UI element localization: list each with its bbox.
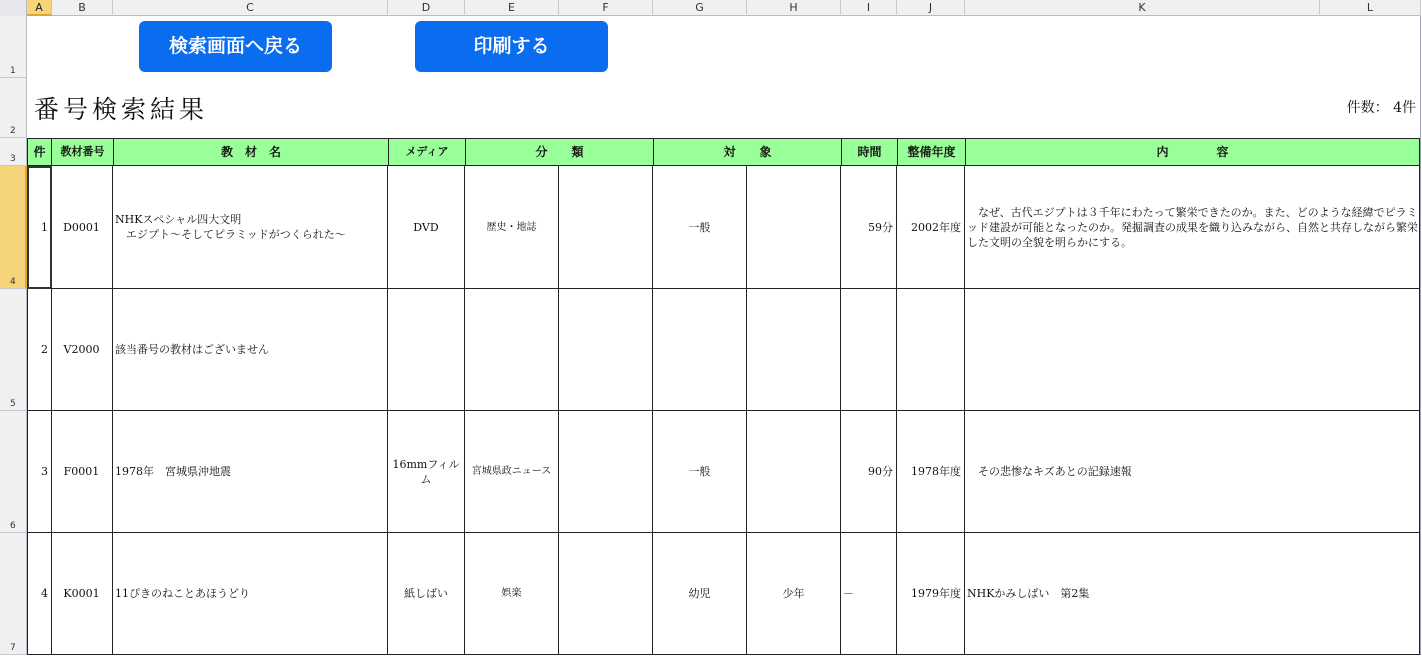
cell-text: なぜ、古代エジプトは３千年にわたって繁栄できたのか。また、どのような経緯でピラミッド建設が可能となったのか。発掘調査の成果を織り込みながら、自然と共存しながら繁栄した文明の全貌を明らかにする。	[967, 205, 1418, 249]
row-number: 4	[10, 277, 16, 287]
cell-content[interactable]	[965, 533, 1420, 655]
cell-material-no[interactable]	[51, 166, 113, 289]
cell-cat2[interactable]	[559, 166, 653, 289]
back-to-search-button[interactable]: 検索画面へ戻る	[139, 21, 332, 72]
row-header-6[interactable]	[0, 411, 27, 533]
cell-text: 1978年 宮城県沖地震	[115, 465, 231, 478]
cell-material-no[interactable]	[51, 411, 113, 533]
header-target: 対 象	[653, 138, 842, 166]
header-no: 件	[27, 138, 52, 166]
cell-content[interactable]	[965, 411, 1420, 533]
row-number: 5	[10, 399, 16, 409]
cell-text: 該当番号の教材はございません	[115, 343, 269, 356]
cell-material-no[interactable]	[51, 289, 113, 411]
cell-text: V2000	[63, 343, 100, 356]
cell-time[interactable]	[841, 289, 897, 411]
row-header-5[interactable]	[0, 289, 27, 411]
cell-cat2[interactable]	[559, 533, 653, 655]
column-header-c[interactable]: C	[113, 0, 388, 16]
cell-cat1[interactable]	[465, 289, 559, 411]
cell-time[interactable]	[841, 411, 897, 533]
column-header-b[interactable]: B	[52, 0, 113, 16]
cell-time[interactable]	[841, 533, 897, 655]
row-number: 1	[10, 66, 16, 76]
cell-no[interactable]	[27, 411, 52, 533]
column-header-f[interactable]: F	[559, 0, 653, 16]
cell-text: 90分	[868, 465, 893, 478]
cell-no[interactable]	[27, 166, 52, 289]
cell-content[interactable]	[965, 289, 1420, 411]
cell-cat1[interactable]	[465, 411, 559, 533]
row-header-4[interactable]	[0, 166, 27, 289]
header-year: 整備年度	[897, 138, 966, 166]
print-button[interactable]: 印刷する	[415, 21, 608, 72]
cell-media[interactable]	[388, 533, 465, 655]
cell-year[interactable]	[897, 533, 965, 655]
column-header-e[interactable]: E	[465, 0, 559, 16]
cell-text: NHKかみしばい 第2集	[967, 587, 1090, 600]
cell-text: 紙しばい	[404, 587, 448, 600]
cell-text: 16mmフィルム	[392, 457, 460, 486]
column-header-d[interactable]: D	[388, 0, 465, 16]
column-header-l[interactable]: L	[1320, 0, 1421, 16]
header-content: 内 容	[965, 138, 1420, 166]
page-title: 番号検索結果	[34, 95, 209, 124]
cell-cat1[interactable]	[465, 166, 559, 289]
cell-text: 幼児	[688, 587, 711, 600]
cell-target2[interactable]	[747, 533, 841, 655]
cell-text: DVD	[413, 220, 439, 234]
cell-target1[interactable]	[653, 411, 747, 533]
cell-cat1[interactable]	[465, 533, 559, 655]
cell-text: D0001	[63, 220, 100, 234]
row-number: 6	[10, 521, 16, 531]
cell-media[interactable]	[388, 166, 465, 289]
cell-year[interactable]	[897, 166, 965, 289]
column-header-h[interactable]: H	[747, 0, 841, 16]
column-header-k[interactable]: K	[965, 0, 1320, 16]
cell-text: 歴史・地誌	[486, 221, 537, 233]
cell-text: －	[843, 587, 854, 600]
cell-name[interactable]	[113, 289, 388, 411]
cell-target1[interactable]	[653, 166, 747, 289]
cell-text: 1978年度	[911, 465, 961, 478]
cell-text: 2002年度	[911, 220, 961, 234]
cell-text: 3	[41, 465, 48, 478]
cell-media[interactable]	[388, 411, 465, 533]
cell-time[interactable]	[841, 166, 897, 289]
cell-target2[interactable]	[747, 289, 841, 411]
column-header-i[interactable]: I	[841, 0, 897, 16]
result-count: 件数： 4件	[1346, 100, 1416, 116]
cell-text: 59分	[868, 220, 893, 234]
cell-target2[interactable]	[747, 411, 841, 533]
cell-text: 1	[41, 220, 48, 234]
cell-year[interactable]	[897, 289, 965, 411]
cell-target1[interactable]	[653, 289, 747, 411]
cell-text: 11ぴきのねことあほうどり	[115, 587, 250, 600]
row-header-2[interactable]	[0, 78, 27, 138]
column-header-a[interactable]: A	[27, 0, 52, 16]
cell-no[interactable]	[27, 533, 52, 655]
header-media: メディア	[388, 138, 466, 166]
row-number: 7	[10, 643, 16, 653]
cell-text: 少年	[782, 587, 805, 600]
cell-text: 宮城県政ニュース	[471, 466, 552, 477]
cell-text: その悲惨なキズあとの記録速報	[967, 465, 1132, 478]
select-all-corner[interactable]	[0, 0, 27, 16]
header-time: 時間	[841, 138, 898, 166]
cell-text: 一般	[688, 465, 711, 478]
column-header-j[interactable]: J	[897, 0, 965, 16]
cell-name[interactable]	[113, 166, 388, 289]
cell-cat2[interactable]	[559, 289, 653, 411]
cell-text: 2	[41, 343, 48, 356]
cell-text: 一般	[688, 220, 711, 234]
cell-material-no[interactable]	[51, 533, 113, 655]
cell-year[interactable]	[897, 411, 965, 533]
cell-text: F0001	[63, 465, 100, 478]
cell-text: 1979年度	[911, 587, 961, 600]
cell-target1[interactable]	[653, 533, 747, 655]
cell-name[interactable]	[113, 533, 388, 655]
row-number: 3	[10, 154, 16, 164]
cell-media[interactable]	[388, 289, 465, 411]
cell-text: K0001	[63, 587, 100, 600]
row-header-3[interactable]	[0, 138, 27, 166]
header-category: 分 類	[465, 138, 654, 166]
cell-no[interactable]	[27, 289, 52, 411]
cell-text: NHKスペシャル四大文明 エジプト～そしてピラミッドがつくられた～	[115, 213, 346, 241]
row-header-7[interactable]	[0, 533, 27, 655]
cell-text: 4	[41, 587, 48, 600]
header-material-name: 教 材 名	[113, 138, 389, 166]
header-material-no: 教材番号	[51, 138, 114, 166]
cell-cat2[interactable]	[559, 411, 653, 533]
cell-name[interactable]	[113, 411, 388, 533]
cell-content[interactable]	[965, 166, 1420, 289]
column-header-g[interactable]: G	[653, 0, 747, 16]
row-header-1[interactable]	[0, 16, 27, 78]
row-number: 2	[10, 126, 16, 136]
cell-target2[interactable]	[747, 166, 841, 289]
cell-text: 娯楽	[501, 588, 522, 599]
